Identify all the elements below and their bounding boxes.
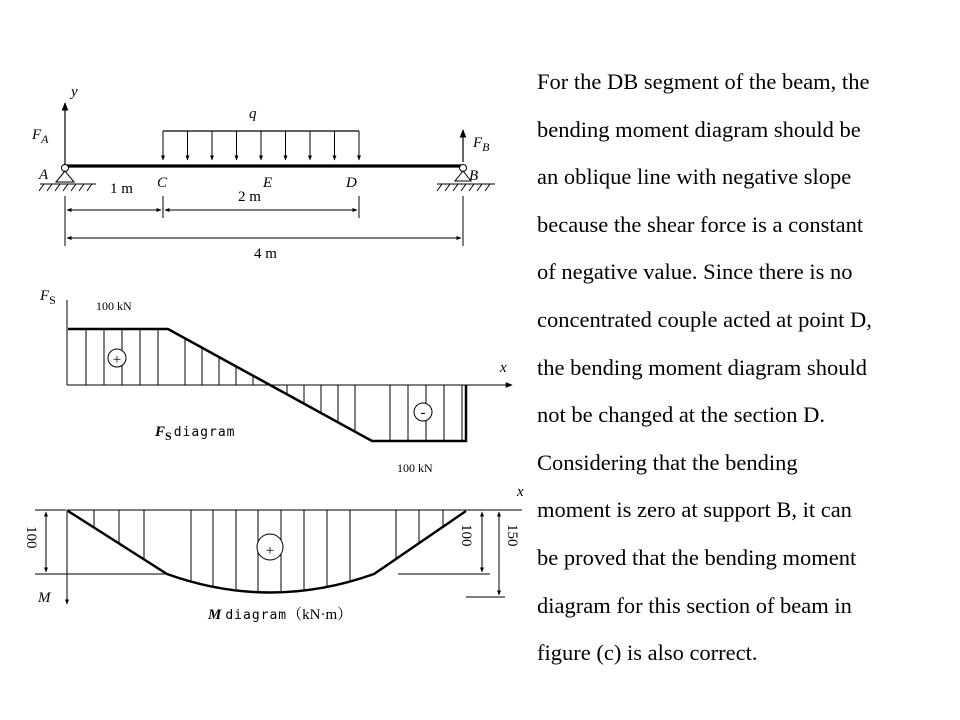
support-b	[437, 165, 495, 192]
moment-caption: M diagram（kN·m）	[208, 607, 353, 623]
dim-2m-label: 2 m	[238, 189, 261, 205]
explanation-line: be proved that the bending moment	[537, 544, 857, 570]
explanation-line: Considering that the bending	[537, 449, 798, 475]
moment-positive-sign: +	[265, 543, 275, 559]
bending-moment-diagram	[23, 484, 524, 623]
moment-right-value-d: 100	[458, 524, 474, 547]
point-b-label: B	[469, 168, 479, 184]
explanation-text	[537, 58, 947, 677]
dim-4m-label: 4 m	[254, 246, 277, 262]
shear-max-label: 100 kN	[96, 299, 132, 313]
shear-caption: $F_S$ $^{diagram}$	[155, 424, 236, 443]
moment-right-value-max: 150	[504, 524, 520, 547]
explanation-line: diagram for this section of beam in	[537, 592, 852, 618]
explanation-line: bending moment diagram should be	[537, 116, 861, 142]
moment-left-value: 100	[23, 526, 39, 549]
reaction-fb-label: $F_B$	[473, 135, 490, 154]
explanation-line: an oblique line with negative slope	[537, 164, 852, 190]
distributed-load-q	[163, 131, 359, 160]
moment-left-dimension	[35, 510, 167, 574]
explanation-line: because the shear force is a constant	[537, 211, 864, 237]
negative-sign: -	[420, 405, 426, 421]
dim-1m-label: 1 m	[110, 181, 133, 197]
moment-m-axis-label: M	[38, 590, 51, 606]
load-q-label: q	[249, 106, 257, 122]
explanation-line: concentrated couple acted at point D,	[537, 306, 872, 332]
explanation-line: not be changed at the section D.	[537, 402, 826, 428]
beam-diagram	[31, 84, 495, 262]
y-axis-label: y	[71, 84, 78, 100]
point-e-label: E	[263, 175, 273, 191]
point-d-label: D	[346, 175, 357, 191]
fs-axis-label: $F_S$	[40, 288, 56, 307]
explanation-line: For the DB segment of the beam, the	[537, 69, 870, 94]
dimension-lines	[65, 196, 463, 246]
moment-right-dimension	[398, 512, 505, 597]
point-c-label: C	[157, 175, 168, 191]
reaction-fa-label: $F_A$	[32, 127, 49, 146]
shear-x-axis-label: x	[500, 360, 507, 376]
shear-min-label: 100 kN	[397, 461, 433, 475]
explanation-line: figure (c) is also correct.	[537, 640, 758, 666]
explanation-line: moment is zero at support B, it can	[537, 497, 852, 523]
explanation-line: the bending moment diagram should	[537, 354, 867, 380]
moment-x-axis-label: x	[517, 484, 524, 500]
explanation-line: of negative value. Since there is no	[537, 259, 853, 285]
shear-force-diagram	[39, 288, 512, 475]
positive-sign: +	[112, 352, 122, 368]
point-a-label: A	[39, 167, 49, 183]
